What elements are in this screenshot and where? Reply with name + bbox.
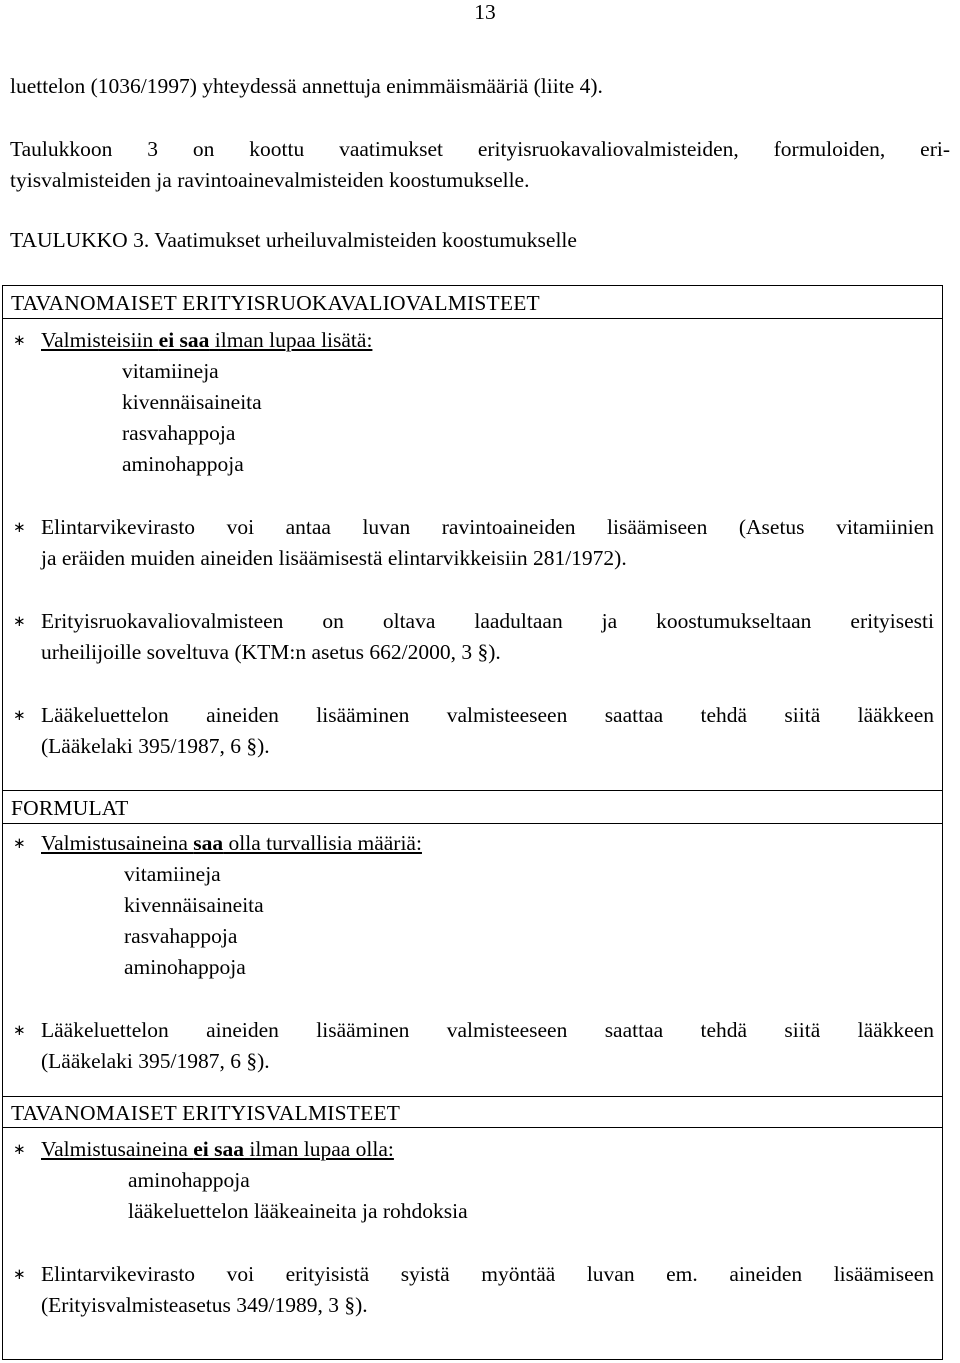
note-line-2: (Lääkelaki 395/1987, 6 §). [41,734,270,758]
asterisk-icon: ∗ [13,1140,26,1158]
asterisk-icon: ∗ [13,1021,26,1039]
lead-text: Valmistusaineina saa olla turvallisia määriä: [41,831,422,855]
section-regular-dietary-products [3,286,942,790]
note-line-1: Lääkeluettelon aineiden lisääminen valmisteeseen saattaa tehdä siitä lääkkeen [41,703,934,727]
intro-paragraph-2-line-1: Taulukkoon 3 on koottu vaatimukset erityisruokavaliovalmisteiden, formuloiden, eri- [10,137,950,161]
note-bullet [11,512,934,574]
list-item: aminohappoja [124,955,246,979]
list-item: aminohappoja [122,452,244,476]
list-item: rasvahappoja [122,421,236,445]
list-item: rasvahappoja [124,924,238,948]
lead-text: Valmisteisiin ei saa ilman lupaa lisätä: [41,328,373,352]
section-heading: FORMULAT [3,791,942,824]
section-regular-special-products [3,1096,942,1321]
note-line-2: (Lääkelaki 395/1987, 6 §). [41,1049,270,1073]
note-bullet [11,1015,934,1077]
asterisk-icon: ∗ [13,1265,26,1283]
intro-line-1 [10,71,950,102]
ingredient-list [11,356,934,480]
table-caption [10,225,950,256]
note-bullet [11,1259,934,1321]
section-heading: TAVANOMAISET ERITYISVALMISTEET [3,1097,942,1128]
note-bullet [11,606,934,668]
asterisk-icon: ∗ [13,612,26,630]
note-line-2: urheilijoille soveltuva (KTM:n asetus 662/2000, 3 §). [41,640,501,664]
note-line-1: Elintarvikevirasto voi antaa luvan ravintoaineiden lisäämiseen (Asetus vitamiinien [41,515,934,539]
list-item: vitamiineja [124,862,221,886]
section-formulas [3,790,942,1096]
table-caption-text: TAULUKKO 3. Vaatimukset urheiluvalmisteiden koostumukselle [10,228,577,252]
ingredient-list [11,1165,934,1227]
list-item: kivennäisaineita [124,893,264,917]
note-bullet [11,700,934,762]
note-line-2: ja eräiden muiden aineiden lisäämisestä elintarvikkeisiin 281/1972). [41,546,627,570]
requirements-table [2,285,943,1360]
section-body [3,1128,942,1321]
asterisk-icon: ∗ [13,518,26,536]
note-line-1: Lääkeluettelon aineiden lisääminen valmisteeseen saattaa tehdä siitä lääkkeen [41,1018,934,1042]
intro-paragraph-1: luettelon (1036/1997) yhteydessä annettuja enimmäismääriä (liite 4). [10,74,603,98]
lead-bullet [11,828,934,859]
page-number: 13 [474,0,496,24]
intro-paragraph-2-line-2: tyisvalmisteiden ja ravintoainevalmisteiden koostumukselle. [10,168,530,192]
intro-paragraph-2 [10,134,950,196]
lead-bullet [11,325,934,356]
note-line-1: Erityisruokavaliovalmisteen on oltava laadultaan ja koostumukseltaan erityisesti [41,609,934,633]
asterisk-icon: ∗ [13,706,26,724]
list-item: aminohappoja [128,1168,250,1192]
list-item: lääkeluettelon lääkeaineita ja rohdoksia [128,1199,468,1223]
lead-bullet [11,1134,934,1165]
section-body [3,824,942,1096]
lead-text: Valmistusaineina ei saa ilman lupaa olla: [41,1137,394,1161]
section-heading: TAVANOMAISET ERITYISRUOKAVALIOVALMISTEET [3,286,942,319]
note-line-2: (Erityisvalmisteasetus 349/1989, 3 §). [41,1293,368,1317]
ingredient-list [11,859,934,983]
list-item: kivennäisaineita [122,390,262,414]
asterisk-icon: ∗ [13,331,26,349]
note-line-1: Elintarvikevirasto voi erityisistä syistä myöntää luvan em. aineiden lisäämiseen [41,1262,934,1286]
list-item: vitamiineja [122,359,219,383]
asterisk-icon: ∗ [13,834,26,852]
section-body [3,319,942,790]
